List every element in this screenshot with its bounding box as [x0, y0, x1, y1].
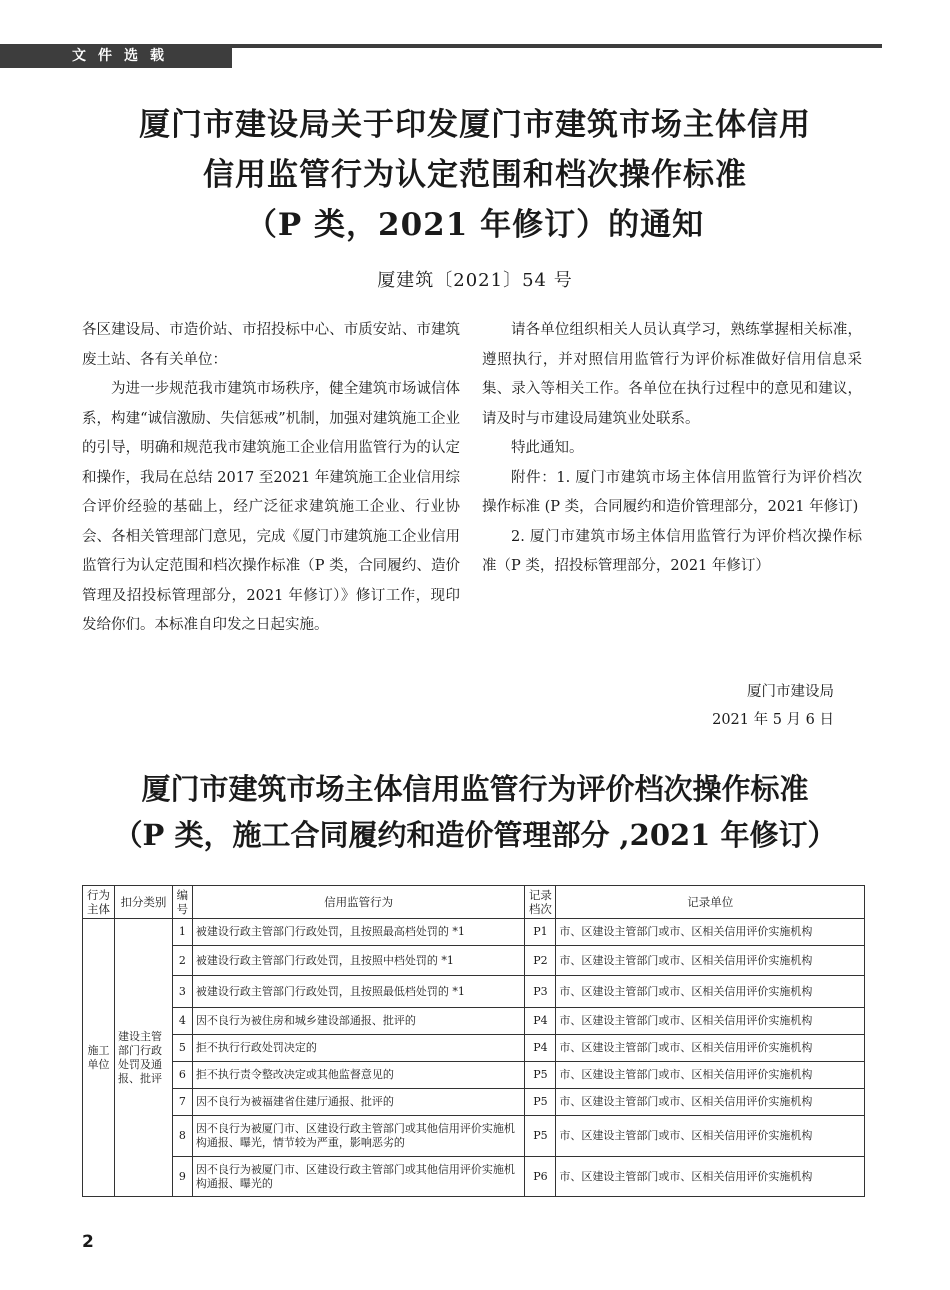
row-level: P1 [525, 919, 556, 946]
table-row [83, 976, 865, 1008]
row-no: 7 [172, 1089, 192, 1116]
row-no: 3 [172, 976, 192, 1008]
attachment-2: 2. 厦门市建筑市场主体信用监管行为评价档次操作标准（P 类，招投标管理部分，2021 年修订） [482, 528, 862, 574]
row-no: 6 [172, 1062, 192, 1089]
header-category: 扣分类别 [114, 886, 172, 919]
row-unit: 市、区建设主管部门或市、区相关信用评价实施机构 [556, 946, 865, 976]
row-level: P5 [525, 1116, 556, 1157]
title-line: 厦门市建设局关于印发厦门市建筑市场主体信用 [139, 107, 811, 143]
row-unit: 市、区建设主管部门或市、区相关信用评价实施机构 [556, 1157, 865, 1197]
row-behavior: 因不良行为被福建省住建厅通报、批评的 [192, 1089, 525, 1116]
paragraph: 为进一步规范我市建筑市场秩序，健全建筑市场诚信体系，构建“诚信激励、失信惩戒”机制，加强对建筑施工企业的引导，明确和规范我市建筑施工企业信用监管行为的认定和操作，我局在总结 2017 至2021 年建筑施工企业信用综合评价经验的基础上，经广泛征求建筑施工企业、行业协会、各相关管理部门意见，完成《厦门市建筑施工企业信用监管行为认定范围和档次操作标准（P 类，合同履约、造价管理及招投标管理部分，2021 年修订）》修订工作，现印发给你们。本标准自印发之日起实施。 [82, 381, 460, 633]
row-behavior: 被建设行政主管部门行政处罚，且按照中档处罚的 *1 [192, 946, 525, 976]
row-behavior: 拒不执行责令整改决定或其他监督意见的 [192, 1062, 525, 1089]
signature-org: 厦门市建设局 [747, 684, 834, 700]
table-row [83, 1089, 865, 1116]
header-level: 记录档次 [525, 886, 556, 919]
header-behavior: 信用监管行为 [192, 886, 525, 919]
row-behavior: 因不良行为被厦门市、区建设行政主管部门或其他信用评价实施机构通报、曝光的 [192, 1157, 525, 1197]
category-cell: 建设主管部门行政处罚及通报、批评 [114, 919, 172, 1197]
row-level: P3 [525, 976, 556, 1008]
header-no: 编号 [172, 886, 192, 919]
standards-table [82, 885, 865, 1197]
row-no: 5 [172, 1035, 192, 1062]
table-row [83, 946, 865, 976]
page-number: 2 [82, 1232, 94, 1252]
row-behavior: 因不良行为被住房和城乡建设部通报、批评的 [192, 1008, 525, 1035]
row-level: P5 [525, 1089, 556, 1116]
table-header-row [83, 886, 865, 919]
closing-notice: 特此通知。 [511, 440, 584, 456]
table-row [83, 919, 865, 946]
paragraph: 请各单位组织相关人员认真学习，熟练掌握相关标准，遵照执行，并对照信用监管行为评价标准做好信用信息采集、录入等相关工作。各单位在执行过程中的意见和建议，请及时与市建设局建筑业处联系。 [482, 322, 862, 427]
addressee: 各区建设局、市造价站、市招投标中心、市质安站、市建筑废土站、各有关单位： [82, 322, 460, 368]
title-line: 厦门市建筑市场主体信用监管行为评价档次操作标准 [141, 772, 809, 806]
row-no: 4 [172, 1008, 192, 1035]
row-unit: 市、区建设主管部门或市、区相关信用评价实施机构 [556, 976, 865, 1008]
table-row [83, 1062, 865, 1089]
row-unit: 市、区建设主管部门或市、区相关信用评价实施机构 [556, 1062, 865, 1089]
row-unit: 市、区建设主管部门或市、区相关信用评价实施机构 [556, 1035, 865, 1062]
header-unit: 记录单位 [556, 886, 865, 919]
notice-title [0, 100, 950, 250]
header-subject: 行为主体 [83, 886, 115, 919]
row-level: P6 [525, 1157, 556, 1197]
table-row [83, 1157, 865, 1197]
body-right-column [482, 316, 862, 582]
row-behavior: 被建设行政主管部门行政处罚，且按照最高档处罚的 *1 [192, 919, 525, 946]
row-no: 1 [172, 919, 192, 946]
row-behavior: 拒不执行行政处罚决定的 [192, 1035, 525, 1062]
row-unit: 市、区建设主管部门或市、区相关信用评价实施机构 [556, 919, 865, 946]
row-no: 8 [172, 1116, 192, 1157]
section-header: 文件选载 [0, 44, 232, 68]
document-number: 厦建筑〔2021〕54 号 [377, 270, 573, 291]
subject-cell: 施工单位 [83, 919, 115, 1197]
title-line: （P 类，2021 年修订）的通知 [245, 207, 705, 243]
body-left-column [82, 316, 460, 641]
signature-date: 2021 年 5 月 6 日 [712, 712, 834, 728]
row-level: P2 [525, 946, 556, 976]
header-rule [232, 44, 882, 48]
table-row [83, 1116, 865, 1157]
row-behavior: 被建设行政主管部门行政处罚，且按照最低档处罚的 *1 [192, 976, 525, 1008]
standard-title [0, 766, 950, 858]
table-row [83, 1008, 865, 1035]
title-line: 信用监管行为认定范围和档次操作标准 [203, 157, 747, 193]
title-line: （P 类，施工合同履约和造价管理部分 ,2021 年修订） [113, 818, 837, 852]
row-unit: 市、区建设主管部门或市、区相关信用评价实施机构 [556, 1116, 865, 1157]
row-unit: 市、区建设主管部门或市、区相关信用评价实施机构 [556, 1089, 865, 1116]
row-level: P4 [525, 1008, 556, 1035]
attachment-1: 附件：1. 厦门市建筑市场主体信用监管行为评价档次操作标准 (P 类，合同履约和造价管理部分，2021 年修订) [482, 469, 862, 515]
row-no: 2 [172, 946, 192, 976]
row-level: P5 [525, 1062, 556, 1089]
row-no: 9 [172, 1157, 192, 1197]
row-behavior: 因不良行为被厦门市、区建设行政主管部门或其他信用评价实施机构通报、曝光，情节较为严重，影响恶劣的 [192, 1116, 525, 1157]
row-level: P4 [525, 1035, 556, 1062]
row-unit: 市、区建设主管部门或市、区相关信用评价实施机构 [556, 1008, 865, 1035]
table-row [83, 1035, 865, 1062]
